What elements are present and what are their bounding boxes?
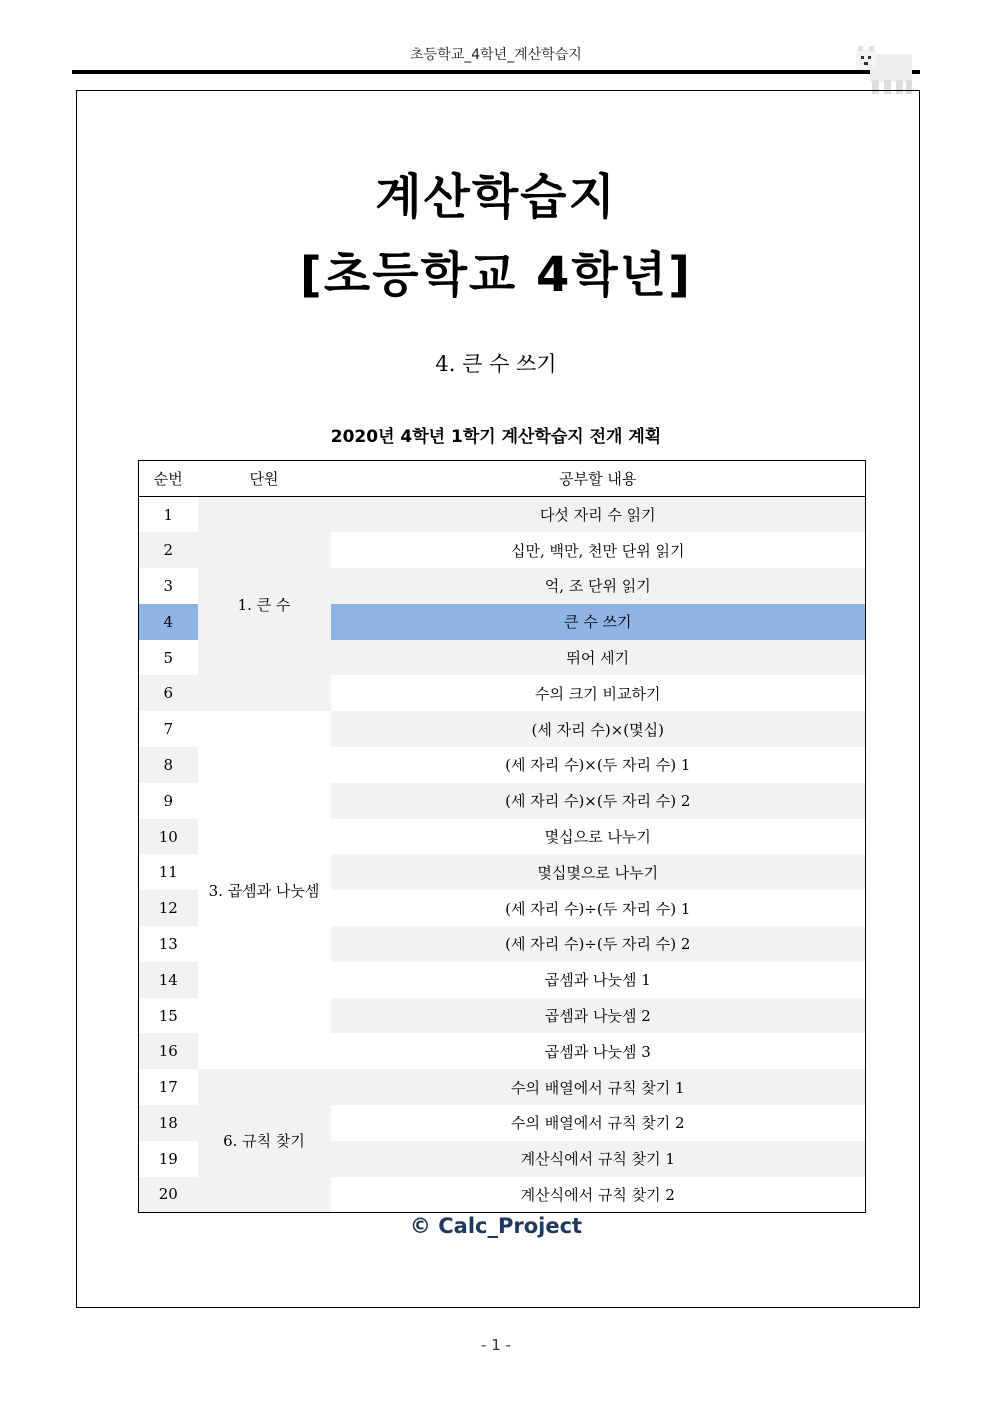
row-content: 몇십몇으로 나누기 [331, 854, 866, 890]
row-content: 수의 크기 비교하기 [535, 684, 661, 703]
row-content: 몇십으로 나누기 [544, 828, 651, 847]
row-num: 8 [139, 747, 198, 783]
unit-cell: 6. 규칙 찾기 [198, 1069, 331, 1212]
row-num: 3 [163, 576, 174, 595]
row-content: 십만, 백만, 천만 단위 읽기 [510, 541, 685, 560]
row-num: 10 [139, 819, 198, 855]
row-num: 9 [163, 791, 174, 810]
plan-table-title: 2020년 4학년 1학기 계산학습지 전개 계획 [330, 427, 662, 447]
page-title-grade: [초등학교 4학년] [299, 247, 693, 303]
row-content: 수의 배열에서 규칙 찾기 2 [510, 1114, 685, 1133]
row-num: 4 [139, 604, 198, 640]
row-content: 뛰어 세기 [331, 640, 866, 676]
page-subtitle: 4. 큰 수 쓰기 [435, 352, 557, 376]
row-num: 20 [139, 1177, 198, 1213]
header-content: 공부할 내용 [331, 461, 866, 497]
row-content: (세 자리 수)×(두 자리 수) 1 [505, 756, 691, 775]
page-title: 계산학습지 [375, 169, 617, 225]
row-content: 계산식에서 규칙 찾기 2 [520, 1185, 675, 1204]
row-num: 2 [139, 532, 198, 568]
unit-cell: 3. 곱셈과 나눗셈 [208, 881, 320, 900]
row-content: 곱셈과 나눗셈 1 [544, 971, 651, 990]
running-header: 초등학교_4학년_계산학습지 [410, 47, 582, 63]
row-num: 1 [163, 505, 174, 524]
row-num: 11 [158, 863, 178, 882]
row-num: 5 [163, 648, 174, 667]
table-row [139, 711, 866, 747]
row-content: 큰 수 쓰기 [331, 604, 866, 640]
row-content: 다섯 자리 수 읽기 [331, 497, 866, 533]
header-unit: 단원 [198, 461, 331, 497]
row-num: 19 [158, 1149, 178, 1168]
polar-bear-icon [852, 44, 916, 96]
row-content: 수의 배열에서 규칙 찾기 1 [331, 1069, 866, 1105]
page-number: - 1 - [481, 1336, 511, 1354]
row-num: 16 [139, 1033, 198, 1069]
row-num: 6 [139, 675, 198, 711]
row-num: 12 [139, 890, 198, 926]
header-num: 순번 [139, 461, 198, 497]
row-num: 13 [158, 934, 178, 953]
row-num: 17 [158, 1078, 178, 1097]
table-row [139, 497, 866, 533]
row-num: 18 [139, 1105, 198, 1141]
plan-table [138, 460, 866, 1213]
unit-cell: 1. 큰 수 [198, 497, 331, 712]
copyright: © Calc_Project [409, 1214, 583, 1238]
row-num: 15 [158, 1006, 178, 1025]
row-num: 14 [139, 962, 198, 998]
table-header-row [139, 461, 866, 497]
row-content: (세 자리 수)÷(두 자리 수) 2 [331, 926, 866, 962]
row-content: 곱셈과 나눗셈 3 [544, 1042, 651, 1061]
row-content: (세 자리 수)×(몇십) [331, 711, 866, 747]
row-content: 곱셈과 나눗셈 2 [331, 998, 866, 1034]
row-content: (세 자리 수)÷(두 자리 수) 1 [505, 899, 691, 918]
row-content: 억, 조 단위 읽기 [331, 568, 866, 604]
row-num: 7 [163, 720, 174, 739]
table-row [139, 1069, 866, 1105]
row-content: 계산식에서 규칙 찾기 1 [331, 1141, 866, 1177]
header-rule [72, 70, 920, 74]
row-content: (세 자리 수)×(두 자리 수) 2 [331, 783, 866, 819]
